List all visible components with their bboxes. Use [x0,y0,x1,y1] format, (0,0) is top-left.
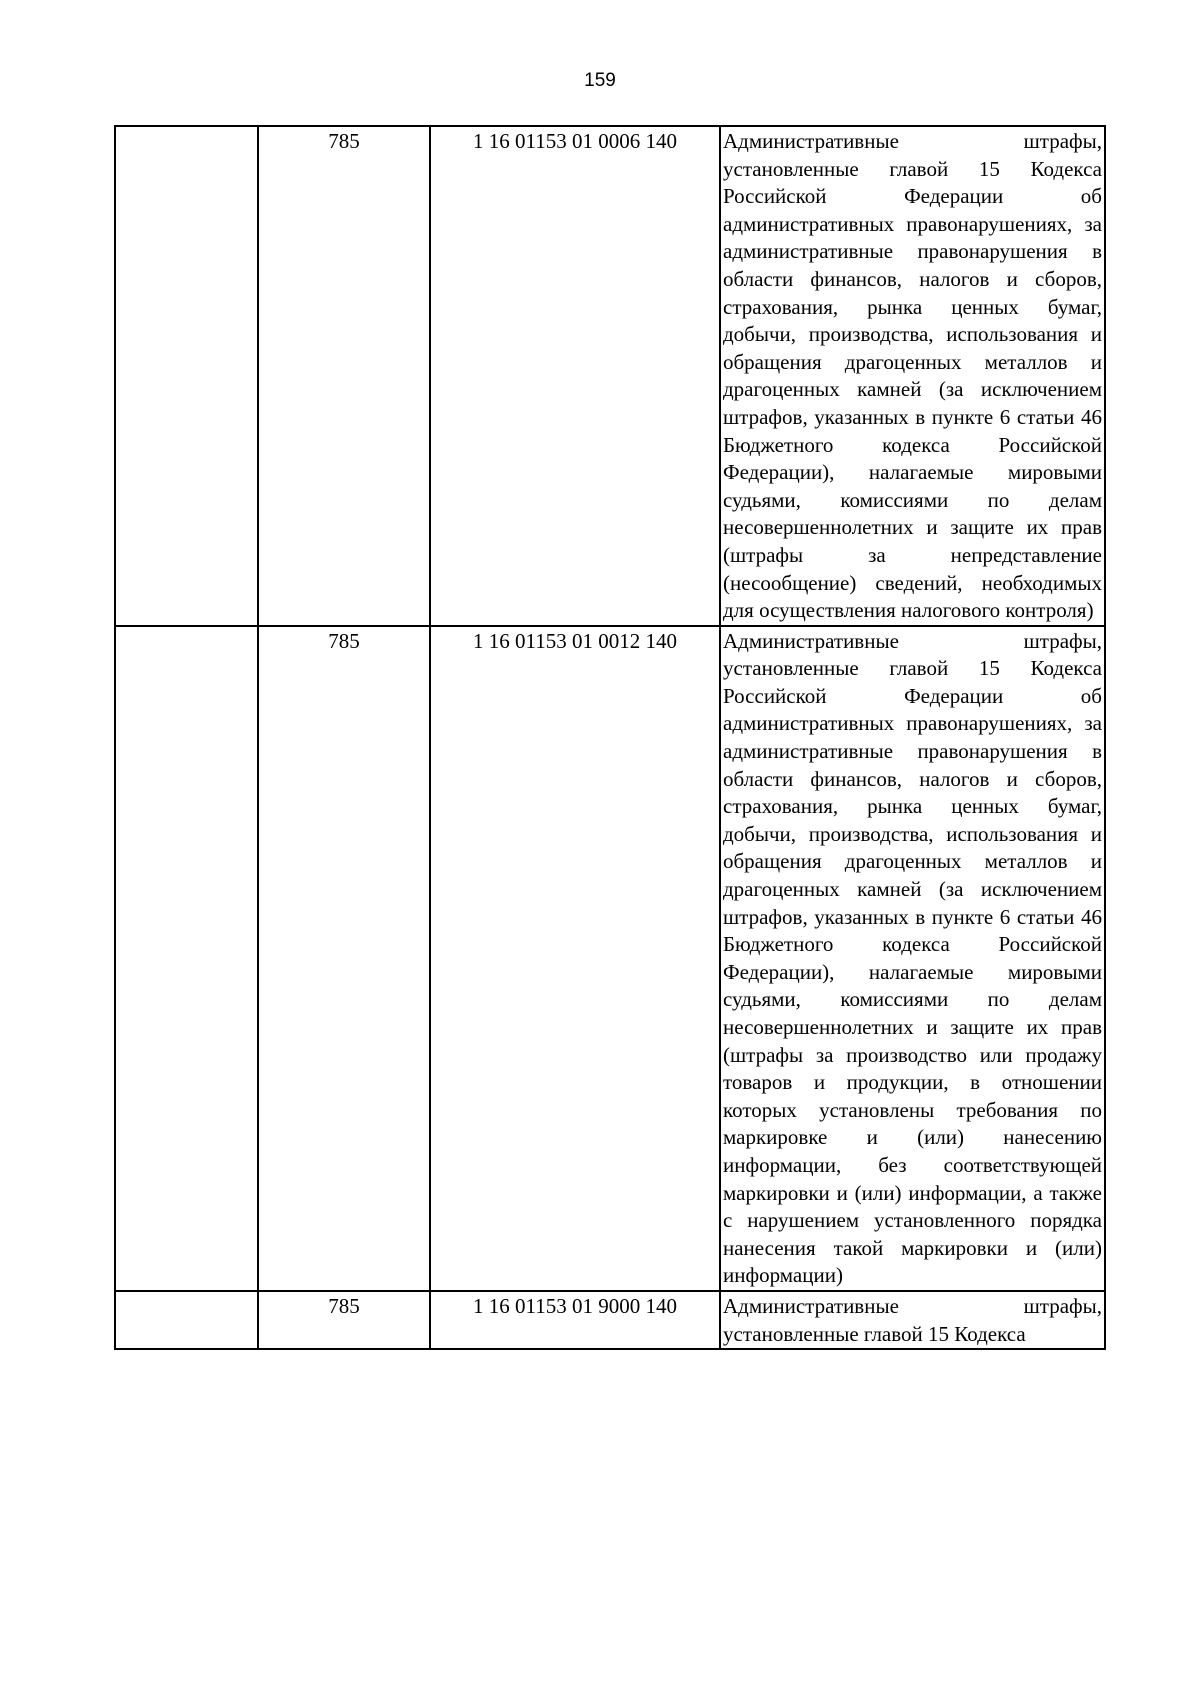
admin-code-cell: 785 [258,126,430,626]
description-cell [720,126,1105,626]
empty-cell [115,126,258,626]
description-text: Административные штрафы, установленные главой 15 Кодекса [723,1293,1102,1346]
table-row [115,126,1105,626]
admin-code-cell: 785 [258,626,430,1291]
admin-code-cell: 785 [258,1291,430,1349]
table-row [115,626,1105,1291]
empty-cell [115,626,258,1291]
description-cell [720,626,1105,1291]
description-text: Административные штрафы, установленные главой 15 Кодекса Российской Федерации об административных правонарушениях, за административные правонарушения в области финансов, налогов и сборов, страхования, рынка ценных бумаг, добычи, производства, использования и обращения драгоценных металлов и драгоценных камней (за исключением штрафов, указанных в пункте 6 статьи 46 Бюджетного кодекса Российской Федерации), налагаемые мировыми судьями, комиссиями по делам несовершеннолетних и защите их прав (штрафы за производство или продажу товаров и продукции, в отношении которых установлены требования по маркировке и (или) нанесению информации, без соответствующей маркировки и (или) информации, а также с нарушением установленного порядка нанесения такой маркировки и (или) информации) [723,628,1102,1288]
kbk-code-cell: 1 16 01153 01 0006 140 [430,126,720,626]
budget-classification-table [114,125,1106,1350]
description-text: Административные штрафы, установленные главой 15 Кодекса Российской Федерации об административных правонарушениях, за административные правонарушения в области финансов, налогов и сборов, страхования, рынка ценных бумаг, добычи, производства, использования и обращения драгоценных металлов и драгоценных камней (за исключением штрафов, указанных в пункте 6 статьи 46 Бюджетного кодекса Российской Федерации), налагаемые мировыми судьями, комиссиями по делам несовершеннолетних и защите их прав (штрафы за непредставление (несообщение) сведений, необходимых для осуществления налогового контроля) [723,129,1102,623]
kbk-code-cell: 1 16 01153 01 0012 140 [430,626,720,1291]
kbk-code-cell: 1 16 01153 01 9000 140 [430,1291,720,1349]
description-cell [720,1291,1105,1349]
page-number: 159 [584,70,616,91]
table-row [115,1291,1105,1349]
empty-cell [115,1291,258,1349]
